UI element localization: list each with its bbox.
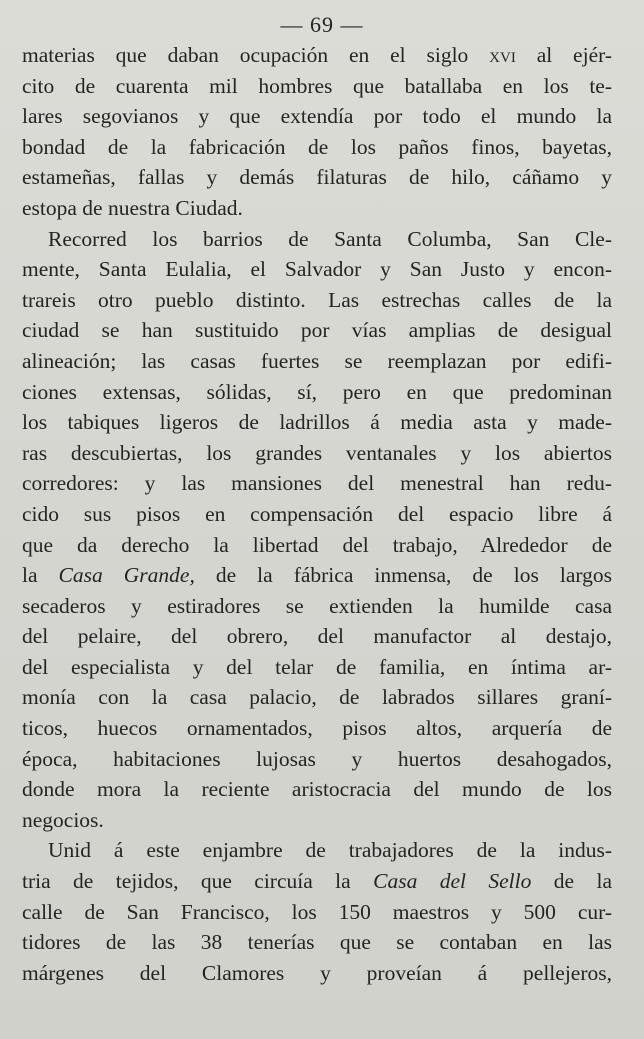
text-line: cito de cuarenta mil hombres que batallaba en los te- <box>22 73 612 98</box>
text-line <box>22 40 612 71</box>
italic-title: Casa del Sello <box>373 869 532 894</box>
text-line: Recorred los barrios de Santa Columba, San Cle- <box>48 226 612 251</box>
italic-title: Casa Grande, <box>58 563 195 588</box>
text-line <box>22 866 612 897</box>
text-line: ras descubiertas, los grandes ventanales y los abiertos <box>22 440 612 465</box>
text-line: ciudad se han sustituido por vías amplias de desigual <box>22 318 612 343</box>
text-line: secaderos y estiradores se extienden la humilde casa <box>22 593 612 618</box>
text-line: ciones extensas, sólidas, sí, pero en que predominan <box>22 379 612 404</box>
text-segment: tria de tejidos, que circuía la <box>22 869 351 894</box>
text-line: época, habitaciones lujosas y huertos desahogados, <box>22 746 612 771</box>
text-line: que da derecho la libertad del trabajo, Alrededor de <box>22 532 612 557</box>
text-line: mente, Santa Eulalia, el Salvador y San Justo y encon- <box>22 257 612 282</box>
text-line: márgenes del Clamores y proveían á pellejeros, <box>22 960 612 985</box>
text-line: corredores: y las mansiones del menestral han redu- <box>22 471 612 496</box>
text-line: los tabiques ligeros de ladrillos á media asta y made- <box>22 410 612 435</box>
text-line: donde mora la reciente aristocracia del mundo de los <box>22 777 612 802</box>
text-segment: materias que daban ocupación en el siglo <box>22 43 469 67</box>
text-line: monía con la casa palacio, de labrados sillares graní- <box>22 685 612 710</box>
text-line: del pelaire, del obrero, del manufactor al destajo, <box>22 624 612 649</box>
text-segment: de la <box>553 869 613 894</box>
page-number: — 69 — <box>280 12 364 37</box>
text-line: estameñas, fallas y demás filaturas de hilo, cáñamo y <box>22 165 612 190</box>
text-segment: de la fábrica inmensa, de los largos <box>215 563 612 588</box>
body-text <box>22 40 612 988</box>
text-line: cido sus pisos en compensación del espacio libre á <box>22 501 612 526</box>
text-segment: la <box>22 563 38 588</box>
text-line: del especialista y del telar de familia, en íntima ar- <box>22 654 612 679</box>
text-line: bondad de la fabricación de los paños finos, bayetas, <box>22 134 612 159</box>
text-line: ticos, huecos ornamentados, pisos altos, arquería de <box>22 716 612 741</box>
text-line: trareis otro pueblo distinto. Las estrechas calles de la <box>22 287 612 312</box>
text-line: Unid á este enjambre de trabajadores de la indus- <box>48 838 612 863</box>
text-line <box>22 560 612 591</box>
text-line: negocios. <box>22 807 104 832</box>
text-line: estopa de nuestra Ciudad. <box>22 195 243 220</box>
text-segment: al ejér- <box>536 43 613 67</box>
century-numeral: xvi <box>489 43 516 67</box>
text-line: tidores de las 38 tenerías que se contaban en las <box>22 930 612 955</box>
text-line: calle de San Francisco, los 150 maestros y 500 cur- <box>22 899 612 924</box>
text-line: alineación; las casas fuertes se reemplazan por edifi- <box>22 348 612 373</box>
text-line: lares segovianos y que extendía por todo el mundo la <box>22 104 612 129</box>
